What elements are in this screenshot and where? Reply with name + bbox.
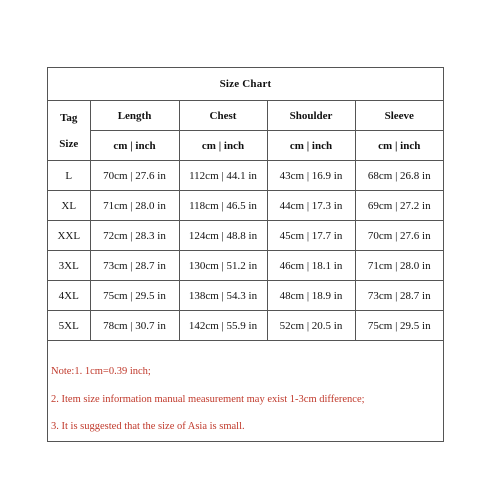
length-cell: 75cm | 29.5 in <box>90 281 179 311</box>
length-cell: 78cm | 30.7 in <box>90 311 179 341</box>
shoulder-cell: 52cm | 20.5 in <box>267 311 355 341</box>
chest-cell: 124cm | 48.8 in <box>179 221 267 251</box>
sleeve-cell: 71cm | 28.0 in <box>355 251 443 281</box>
column-header-chest: Chest <box>179 101 267 131</box>
size-cell: 4XL <box>48 281 90 311</box>
shoulder-cell: 48cm | 18.9 in <box>267 281 355 311</box>
shoulder-cell: 45cm | 17.7 in <box>267 221 355 251</box>
unit-header-shoulder: cm | inch <box>267 131 355 161</box>
table-row <box>48 221 443 251</box>
note-line: 2. Item size information manual measurement may exist 1-3cm difference; <box>51 394 365 405</box>
chest-cell: 142cm | 55.9 in <box>179 311 267 341</box>
size-cell: 3XL <box>48 251 90 281</box>
length-cell: 72cm | 28.3 in <box>90 221 179 251</box>
tag-label: Tag <box>60 111 78 124</box>
sleeve-cell: 68cm | 26.8 in <box>355 161 443 191</box>
tag-size-header <box>48 101 90 161</box>
length-cell: 71cm | 28.0 in <box>90 191 179 221</box>
size-chart <box>47 67 444 442</box>
size-cell: L <box>48 161 90 191</box>
table-row <box>48 161 443 191</box>
sleeve-cell: 70cm | 27.6 in <box>355 221 443 251</box>
size-cell: 5XL <box>48 311 90 341</box>
chest-cell: 130cm | 51.2 in <box>179 251 267 281</box>
chest-cell: 138cm | 54.3 in <box>179 281 267 311</box>
chest-cell: 112cm | 44.1 in <box>179 161 267 191</box>
column-header-length: Length <box>90 101 179 131</box>
shoulder-cell: 44cm | 17.3 in <box>267 191 355 221</box>
shoulder-cell: 46cm | 18.1 in <box>267 251 355 281</box>
table-row <box>48 281 443 311</box>
column-header-sleeve: Sleeve <box>355 101 443 131</box>
note-line: Note:1. 1cm=0.39 inch; <box>51 366 151 377</box>
unit-header-chest: cm | inch <box>179 131 267 161</box>
size-cell: XXL <box>48 221 90 251</box>
sleeve-cell: 69cm | 27.2 in <box>355 191 443 221</box>
note-line: 3. It is suggested that the size of Asia is small. <box>51 421 245 432</box>
size-cell: XL <box>48 191 90 221</box>
sleeve-cell: 73cm | 28.7 in <box>355 281 443 311</box>
chart-title: Size Chart <box>48 68 443 101</box>
size-label: Size <box>59 137 79 150</box>
shoulder-cell: 43cm | 16.9 in <box>267 161 355 191</box>
size-table <box>48 68 443 341</box>
sleeve-cell: 75cm | 29.5 in <box>355 311 443 341</box>
length-cell: 73cm | 28.7 in <box>90 251 179 281</box>
chest-cell: 118cm | 46.5 in <box>179 191 267 221</box>
unit-header-length: cm | inch <box>90 131 179 161</box>
unit-header-sleeve: cm | inch <box>355 131 443 161</box>
table-row <box>48 311 443 341</box>
column-header-shoulder: Shoulder <box>267 101 355 131</box>
table-row <box>48 191 443 221</box>
length-cell: 70cm | 27.6 in <box>90 161 179 191</box>
table-row <box>48 251 443 281</box>
